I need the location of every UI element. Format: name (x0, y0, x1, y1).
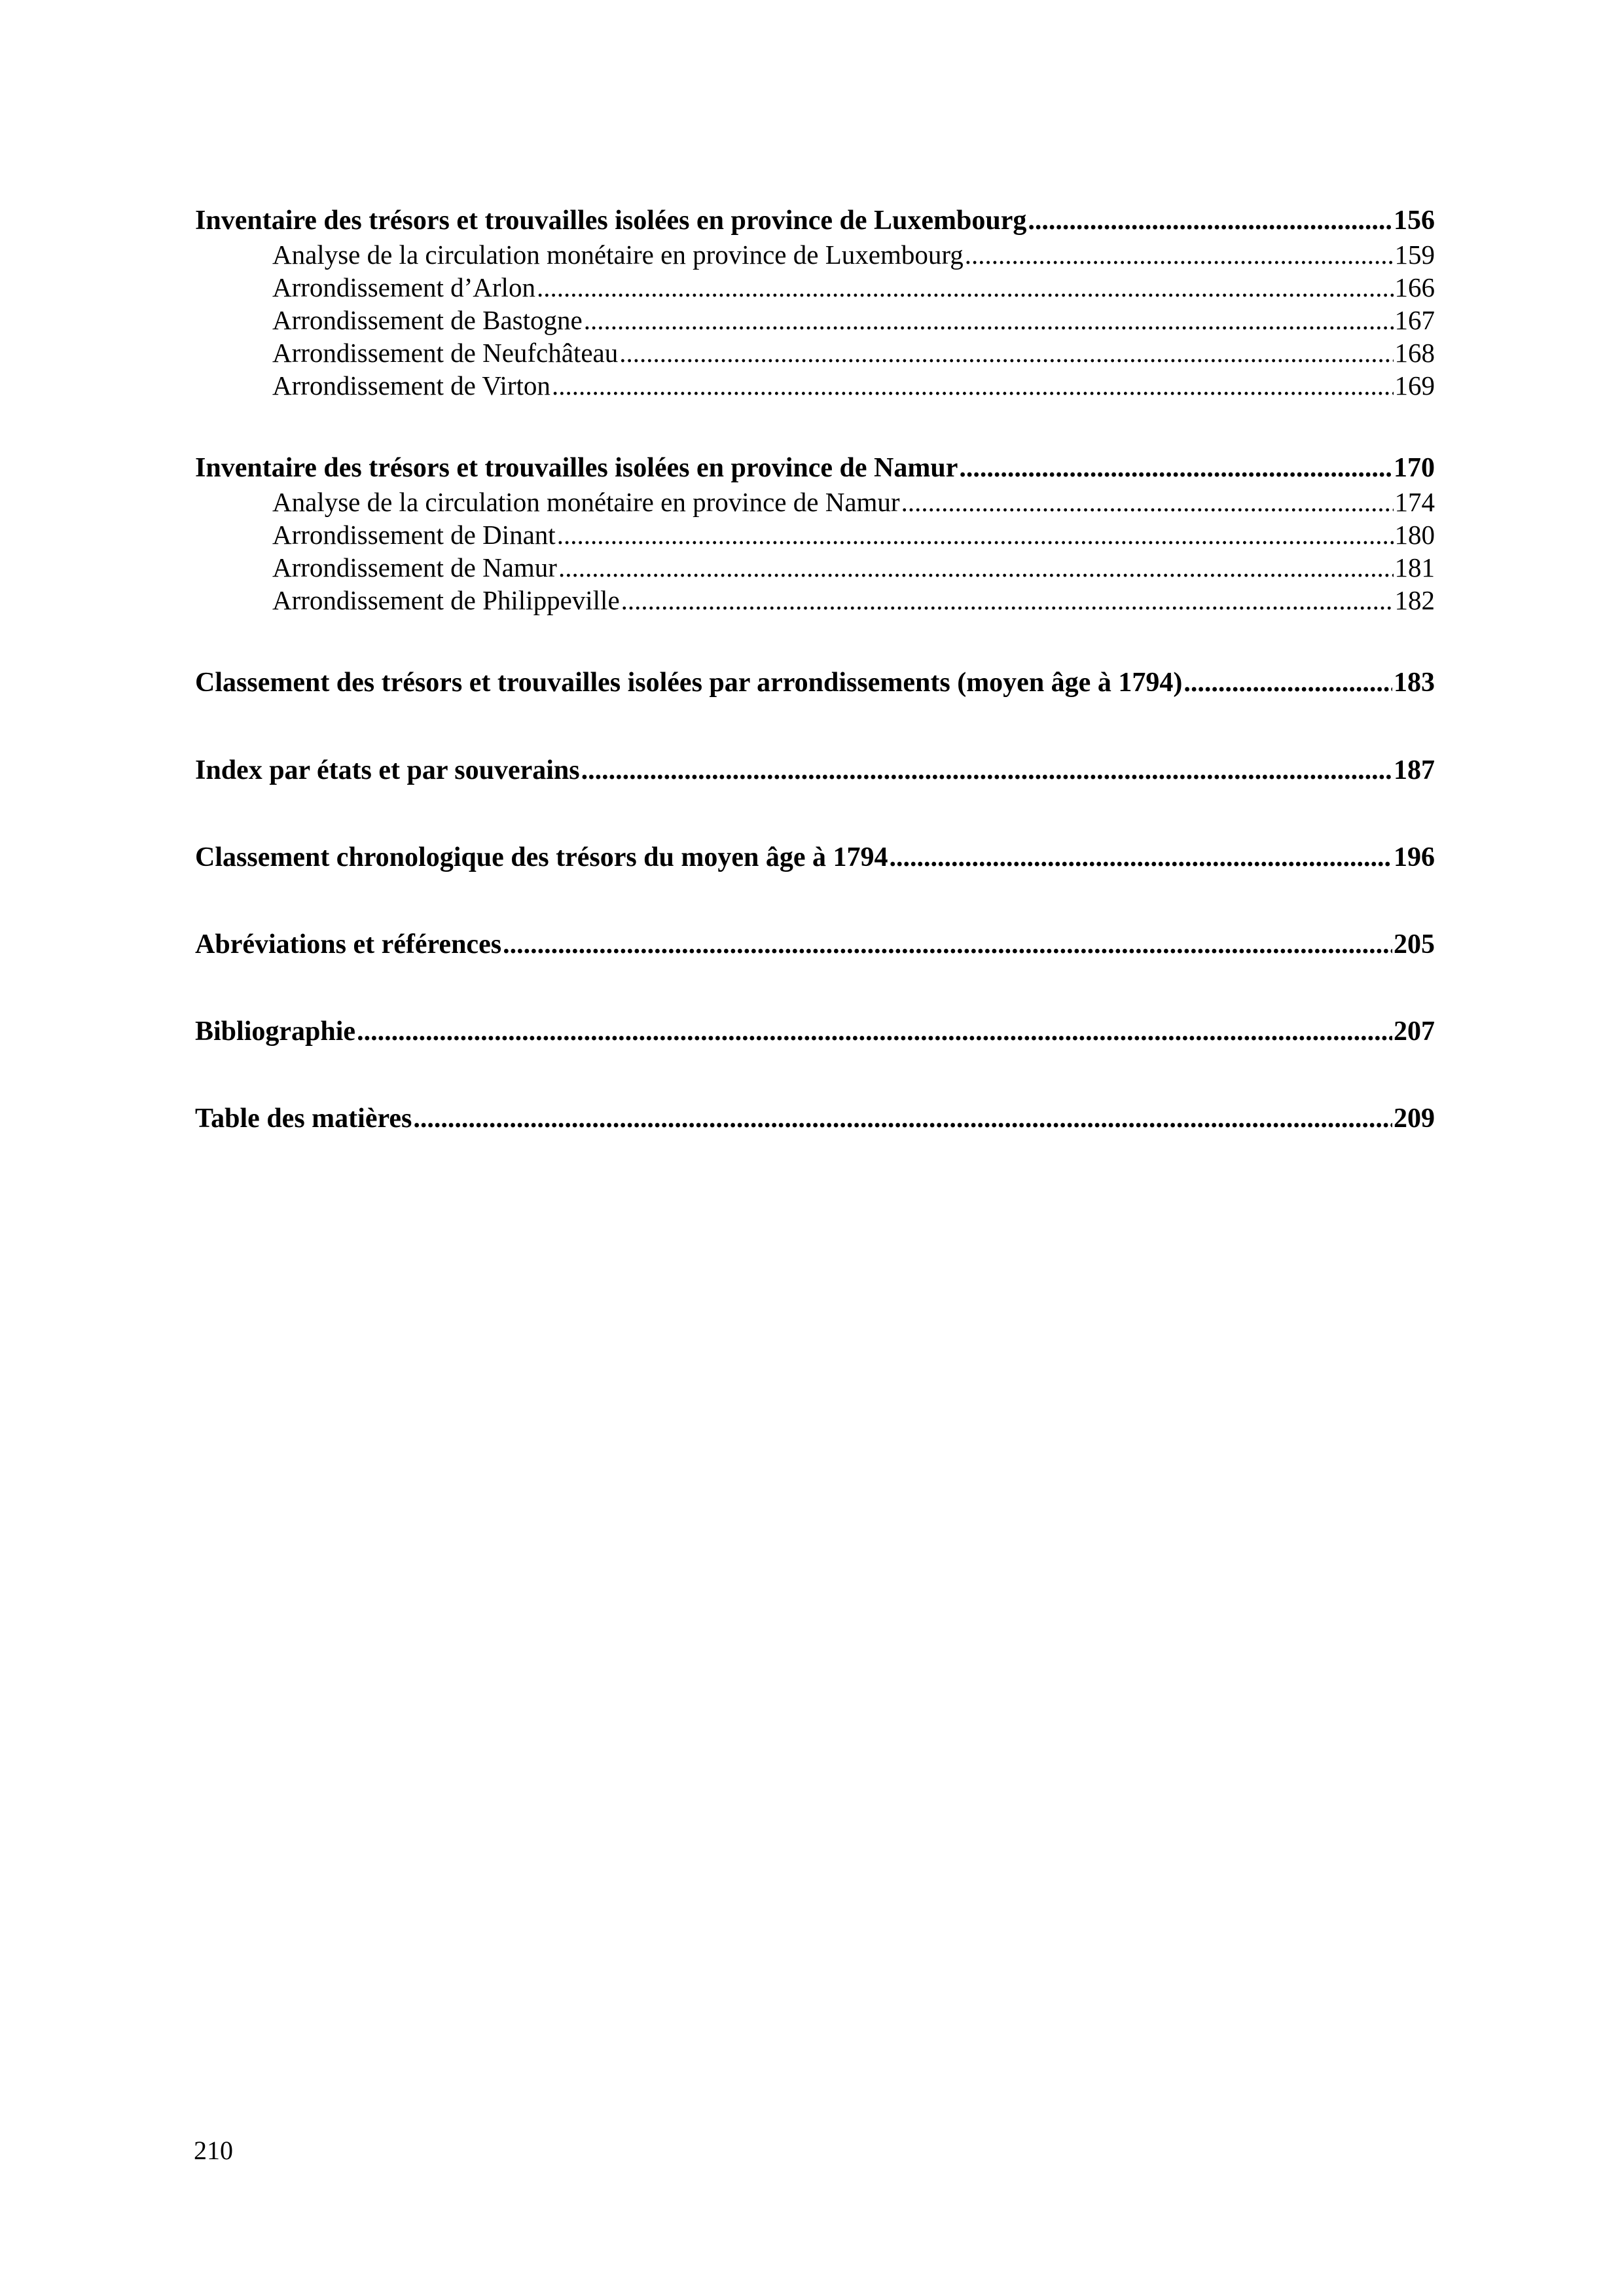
section-spacer (195, 962, 1435, 1014)
toc-entry-title: Inventaire des trésors et trouvailles isolées en province de Luxembourg (195, 206, 1027, 236)
toc-subentry[interactable] (195, 584, 1435, 617)
dot-leader (619, 336, 1393, 369)
table-of-contents (195, 203, 1435, 1136)
toc-entry-page: 183 (1394, 668, 1435, 698)
toc-entry-title: Inventaire des trésors et trouvailles isolées en province de Namur (195, 453, 958, 483)
dot-leader (552, 369, 1394, 402)
toc-entry[interactable] (195, 1101, 1435, 1136)
toc-entry-title: Classement chronologique des trésors du moyen âge à 1794 (195, 842, 888, 872)
toc-subentry-page: 169 (1394, 370, 1435, 401)
toc-entry[interactable] (195, 840, 1435, 875)
toc-entry-title: Bibliographie (195, 1016, 356, 1047)
toc-section-luxembourg (195, 203, 1435, 402)
toc-entry[interactable] (195, 753, 1435, 788)
toc-subentry[interactable] (195, 238, 1435, 271)
toc-entry-page: 156 (1394, 206, 1435, 236)
toc-subentry-title: Analyse de la circulation monétaire en province de Luxembourg (272, 240, 964, 270)
page-number: 210 (194, 2136, 233, 2165)
toc-entry-page: 170 (1394, 453, 1435, 483)
section-spacer (195, 617, 1435, 665)
section-spacer (195, 788, 1435, 840)
toc-entry[interactable] (195, 203, 1435, 238)
toc-subentry-page: 167 (1394, 305, 1435, 335)
dot-leader (557, 518, 1394, 551)
toc-subentry-page: 166 (1394, 272, 1435, 302)
toc-entry-title: Index par états et par souverains (195, 755, 580, 785)
toc-entry-page: 207 (1394, 1016, 1435, 1047)
dot-leader (890, 840, 1392, 875)
section-spacer (195, 700, 1435, 753)
toc-subentry-title: Arrondissement de Bastogne (272, 305, 583, 335)
toc-subentry-page: 181 (1394, 552, 1435, 583)
toc-subentry-page: 174 (1394, 487, 1435, 517)
toc-subentry-title: Analyse de la circulation monétaire en province de Namur (272, 487, 900, 517)
dot-leader (357, 1014, 1392, 1049)
toc-subentry[interactable] (195, 486, 1435, 518)
dot-leader (1183, 665, 1392, 700)
toc-entry[interactable] (195, 450, 1435, 486)
toc-subentry-page: 182 (1394, 585, 1435, 615)
toc-entry-title: Table des matières (195, 1103, 412, 1134)
dot-leader (965, 238, 1394, 271)
dot-leader (584, 304, 1394, 336)
toc-subentry[interactable] (195, 304, 1435, 336)
toc-subentry[interactable] (195, 518, 1435, 551)
toc-subentry-title: Arrondissement de Neufchâteau (272, 338, 619, 368)
toc-subentry-title: Arrondissement de Philippeville (272, 585, 620, 615)
toc-subentry-title: Arrondissement de Virton (272, 370, 550, 401)
dot-leader (959, 450, 1392, 486)
dot-leader (413, 1101, 1392, 1136)
toc-subentry-title: Arrondissement de Dinant (272, 520, 556, 550)
toc-entry[interactable] (195, 665, 1435, 700)
dot-leader (901, 486, 1394, 518)
toc-entry-page: 187 (1394, 755, 1435, 785)
toc-entry-page: 196 (1394, 842, 1435, 872)
toc-entry-title: Classement des trésors et trouvailles isolées par arrondissements (moyen âge à 1794) (195, 668, 1183, 698)
toc-entry-page: 209 (1394, 1103, 1435, 1134)
dot-leader (537, 271, 1394, 304)
toc-subentry[interactable] (195, 336, 1435, 369)
toc-entry[interactable] (195, 927, 1435, 962)
toc-entry-page: 205 (1394, 929, 1435, 960)
dot-leader (1028, 203, 1392, 238)
toc-subentry-page: 180 (1394, 520, 1435, 550)
toc-subentry[interactable] (195, 271, 1435, 304)
section-spacer (195, 1049, 1435, 1101)
dot-leader (558, 551, 1394, 584)
toc-section-namur (195, 450, 1435, 617)
section-spacer (195, 875, 1435, 927)
toc-subentry-page: 168 (1394, 338, 1435, 368)
toc-entry-title: Abréviations et références (195, 929, 502, 960)
toc-subentry-title: Arrondissement d’Arlon (272, 272, 535, 302)
toc-entry[interactable] (195, 1014, 1435, 1049)
toc-subentry-title: Arrondissement de Namur (272, 552, 557, 583)
toc-subentry[interactable] (195, 551, 1435, 584)
dot-leader (581, 753, 1392, 788)
toc-subentry-page: 159 (1394, 240, 1435, 270)
dot-leader (503, 927, 1392, 962)
dot-leader (621, 584, 1394, 617)
section-spacer (195, 402, 1435, 450)
toc-subentry[interactable] (195, 369, 1435, 402)
